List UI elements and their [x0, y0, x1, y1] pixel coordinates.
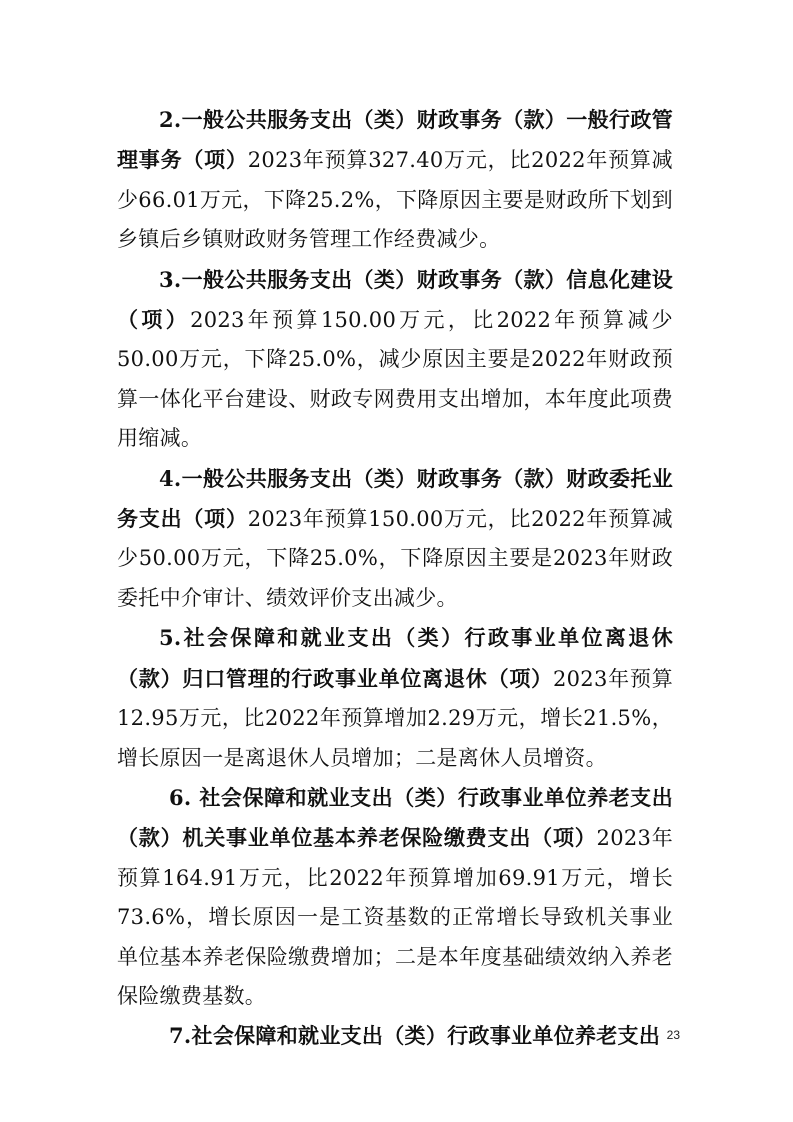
- paragraph-text: 2023年预算12.95万元，比2022年预算增加2.29万元，增长21.5%，增长原因一是离退休人员增加；二是离休人员增资。: [117, 666, 674, 770]
- paragraph-heading: 2.一般公共服务支出（类）财政事务（款）一般行政管理事务（项）: [117, 107, 673, 173]
- paragraph-item-6: [117, 778, 673, 1016]
- paragraph-item-5: [117, 618, 673, 778]
- paragraph-text: 2023年预算164.91万元，比2022年预算增加69.91万元，增长73.6%，增长原因一是工资基数的正常增长导致机关事业单位基本养老保险缴费增加；二是本年度基础绩效纳入养老保险缴费基数。: [117, 826, 673, 1008]
- paragraph-text: 2023年预算150.00万元，比2022年预算减少50.00万元，下降25.0%，下降原因主要是2023年财政委托中介审计、绩效评价支出减少。: [117, 507, 673, 610]
- document-body: [117, 100, 673, 1057]
- paragraph-heading: 4.一般公共服务支出（类）财政事务（款）财政委托业务支出（项）: [117, 465, 673, 532]
- paragraph-heading: 3.一般公共服务支出（类）财政事务（款）信息化建设（项）: [117, 266, 673, 333]
- paragraph-text: 2023年预算327.40万元，比2022年预算减少66.01万元，下降25.2%，下降原因主要是财政所下划到乡镇后乡镇财政财务管理工作经费减少。: [117, 148, 673, 252]
- paragraph-heading: 7.社会保障和就业支出（类）行政事业单位养老支出: [169, 1023, 661, 1049]
- paragraph-item-7: [117, 1016, 673, 1056]
- page-number: 23: [666, 1028, 680, 1042]
- paragraph-text: 2023年预算150.00万元，比2022年预算减少50.00万元，下降25.0%，减少原因主要是2022年财政预算一体化平台建设、财政专网费用支出增加，本年度此项费用缩减。: [117, 308, 673, 451]
- paragraph-item-3: [117, 260, 673, 459]
- paragraph-heading: 5.社会保障和就业支出（类）行政事业单位离退休（款）归口管理的行政事业单位离退休（项）: [117, 625, 673, 691]
- paragraph-item-4: [117, 459, 673, 619]
- paragraph-item-2: [117, 100, 673, 260]
- paragraph-heading: 6. 社会保障和就业支出（类）行政事业单位养老支出（款）机关事业单位基本养老保险缴费支出（项）: [117, 784, 673, 851]
